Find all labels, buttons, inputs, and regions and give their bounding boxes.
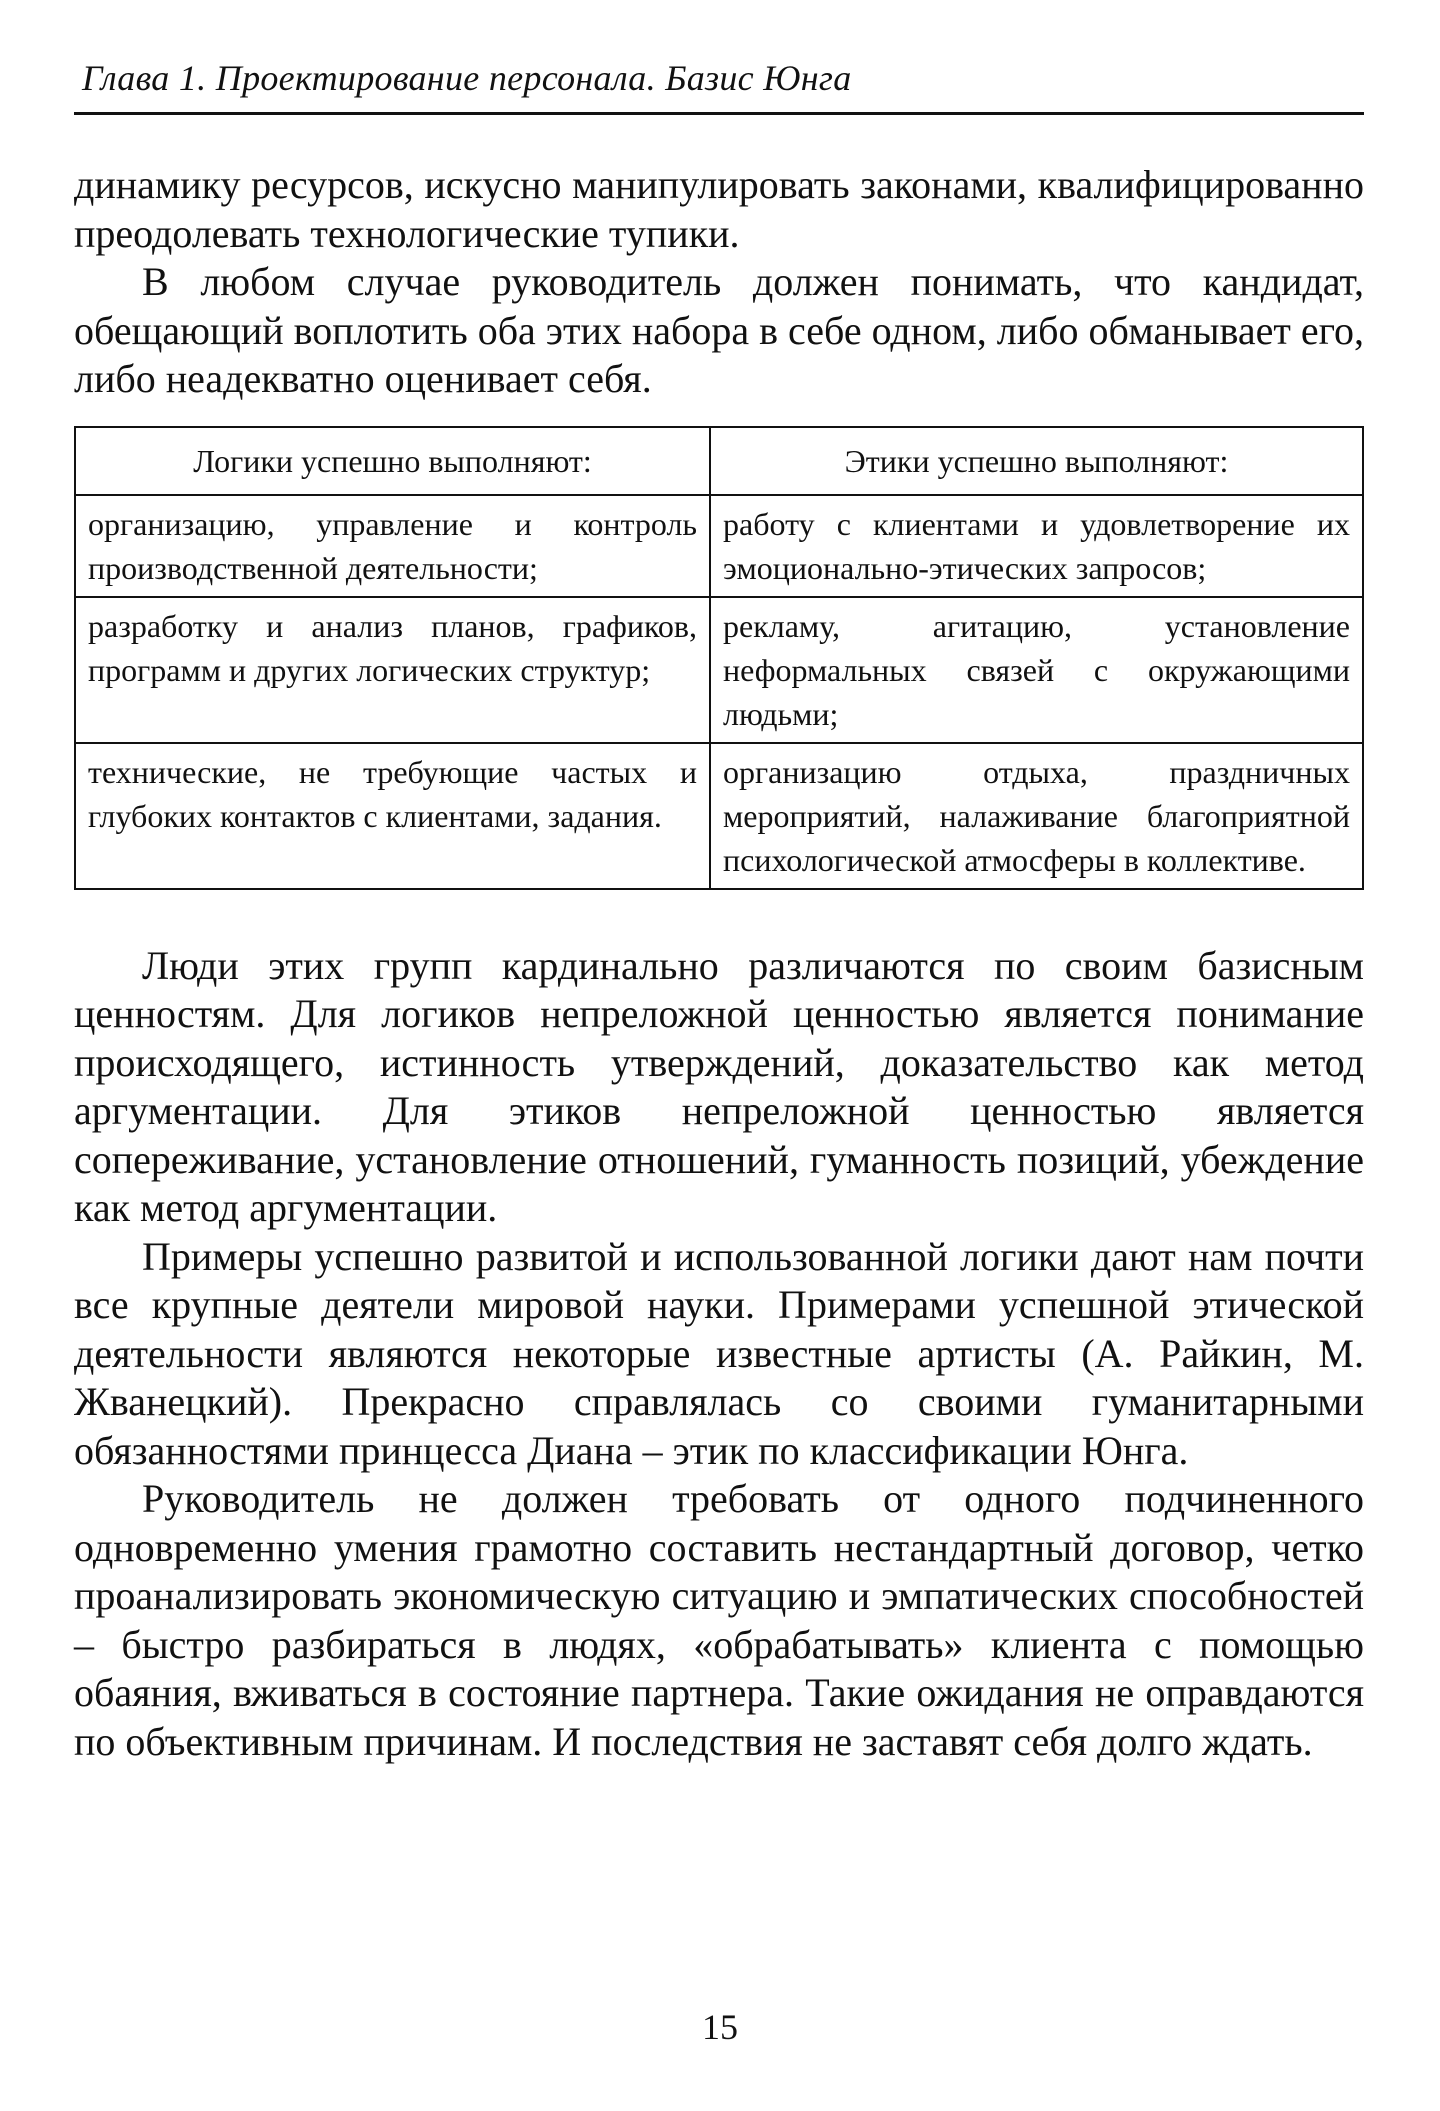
running-head: Глава 1. Проектирование персонала. Базис Юнга — [74, 50, 1364, 115]
table-cell: организацию отдыха, праздничных мероприятий, налаживание благоприятной психологической атмосферы в коллективе. — [710, 743, 1363, 889]
column-header-ethics: Этики успешно выполняют: — [710, 427, 1363, 495]
paragraph: Люди этих групп кардинально различаются по своим базисным ценностям. Для логиков непреложной ценностью является понимание происходящего, истинность утверждений, доказательство как метод аргументации. Для этиков непреложной ценностью является сопереживание, установление отношений, гуманность позиций, убеждение как метод аргументации. — [74, 942, 1364, 1230]
table-row — [75, 743, 1363, 889]
table-cell: рекламу, агитацию, установление неформальных связей с окружающими людьми; — [710, 597, 1363, 743]
book-page — [74, 50, 1364, 1766]
table-header-row — [75, 427, 1363, 495]
table-row — [75, 495, 1363, 597]
table-cell: разработку и анализ планов, графиков, программ и других логических структур; — [75, 597, 710, 743]
paragraph: В любом случае руководитель должен понимать, что кандидат, обещающий воплотить оба этих набора в себе одном, либо обманывает его, либо неадекватно оценивает себя. — [74, 259, 1364, 401]
table-cell: технические, не требующие частых и глубоких контактов с клиентами, задания. — [75, 743, 710, 889]
spacer — [74, 115, 1364, 161]
table-cell: работу с клиентами и удовлетворение их эмоционально-этических запросов; — [710, 495, 1363, 597]
table-row — [75, 597, 1363, 743]
paragraph: Примеры успешно развитой и использованной логики дают нам почти все крупные деятели мировой науки. Примерами успешной этической деятельности являются некоторые известные артисты (А. Райкин, М. Жванецкий). Прекрасно справлялась со своими гуманитарными обязанностями принцесса Диана – этик по классификации Юнга. — [74, 1233, 1364, 1473]
paragraph: динамику ресурсов, искусно манипулировать законами, квалифицированно преодолевать технологические тупики. — [74, 162, 1364, 256]
column-header-logics: Логики успешно выполняют: — [75, 427, 710, 495]
comparison-table — [74, 426, 1364, 890]
paragraph: Руководитель не должен требовать от одного подчиненного одновременно умения грамотно составить нестандартный договор, четко проанализировать экономическую ситуацию и эмпатических способностей – быстро разбираться в людях, «обрабатывать» клиента с помощью обаяния, вживаться в состояние партнера. Такие ожидания не оправдаются по объективным причинам. И последствия не заставят себя долго ждать. — [74, 1476, 1364, 1764]
table-cell: организацию, управление и контроль производственной деятельности; — [75, 495, 710, 597]
page-number: 15 — [702, 2007, 738, 2047]
